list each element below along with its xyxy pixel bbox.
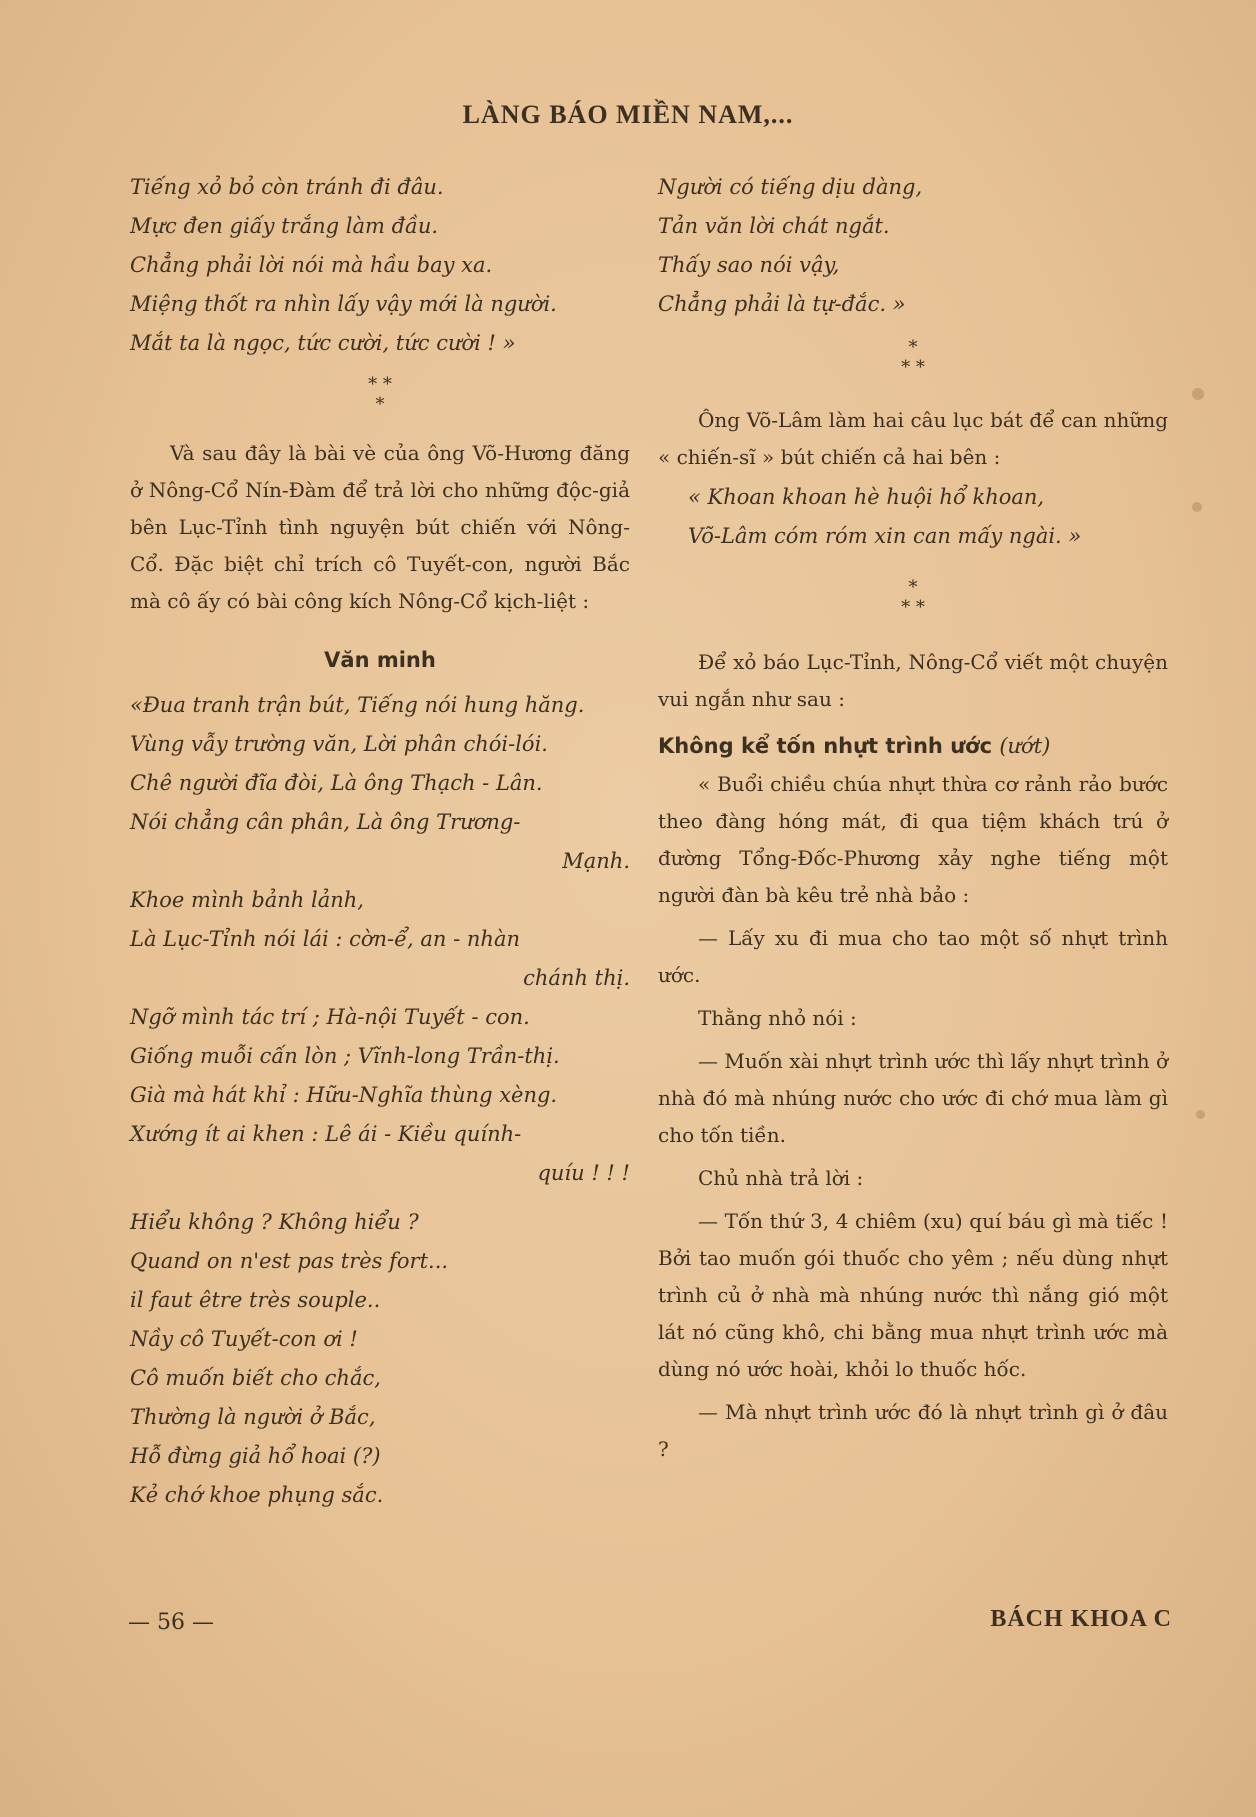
poem-line: «Đua tranh trận bút, Tiếng nói hung hăng. bbox=[130, 693, 585, 717]
poem-line: Thường là người ở Bắc, bbox=[130, 1405, 376, 1429]
poem-line: Hiểu không ? Không hiểu ? bbox=[130, 1210, 419, 1234]
poem-line: Chẳng phải lời nói mà hầu bay xa. bbox=[130, 253, 493, 277]
story-paragraph: — Muốn xài nhựt trình ước thì lấy nhựt trình ở nhà đó mà nhúng nước cho ước đi chớ mua làm gì cho tốn tiền. bbox=[658, 1049, 1168, 1147]
intro-paragraph: Và sau đây là bài vè của ông Võ-Hương đăng ở Nông-Cổ Nín-Đàm để trả lời cho những độc-giả bên Lục-Tỉnh tình nguyện bút chiến với Nông-Cổ. Đặc biệt chỉ trích cô Tuyết-con, người Bắc mà cô ấy có bài công kích Nông-Cổ kịch-liệt : bbox=[130, 441, 630, 613]
poem-line: Miệng thốt ra nhìn lấy vậy mới là người. bbox=[130, 292, 557, 316]
section-divider-stars: * * * bbox=[901, 577, 925, 618]
couplet bbox=[688, 478, 1168, 556]
poem-line: Nói chẳng cân phân, Là ông Trương- bbox=[130, 810, 521, 834]
poem-line: Kẻ chớ khoe phụng sắc. bbox=[130, 1483, 384, 1507]
poem-line-continuation: quíu ! ! ! bbox=[537, 1161, 630, 1185]
poem-line: Giống muỗi cấn lòn ; Vĩnh-long Trần-thị. bbox=[130, 1044, 560, 1068]
poem-line: Mắt ta là ngọc, tức cười, tức cười ! » bbox=[130, 331, 516, 355]
poem-line: Võ-Lâm cóm róm xin can mấy ngài. » bbox=[688, 524, 1082, 548]
poem-line: « Khoan khoan hè huội hổ khoan, bbox=[688, 485, 1045, 509]
story-paragraph: — Mà nhựt trình ước đó là nhựt trình gì ở đâu ? bbox=[658, 1400, 1168, 1461]
poem-line: Già mà hát khỉ : Hữu-Nghĩa thùng xèng. bbox=[130, 1083, 558, 1107]
poem-line: Quand on n'est pas très fort... bbox=[130, 1249, 449, 1273]
story-paragraph: Chủ nhà trả lời : bbox=[698, 1166, 864, 1190]
poem-line: Tiếng xỏ bỏ còn tránh đi đâu. bbox=[130, 175, 444, 199]
poem-line: Tản văn lời chát ngắt. bbox=[658, 214, 890, 238]
paragraph: Ông Võ-Lâm làm hai câu lục bát để can những « chiến-sĩ » bút chiến cả hai bên : bbox=[658, 408, 1168, 469]
poem-line: Thấy sao nói vậy, bbox=[658, 253, 840, 277]
poem-van-minh bbox=[130, 686, 630, 1193]
story-paragraph: — Lấy xu đi mua cho tao một số nhựt trình ước. bbox=[658, 926, 1168, 987]
section-divider-stars: * * * bbox=[368, 374, 392, 415]
poem-line: Ngỡ mình tác trí ; Hà-nội Tuyết - con. bbox=[130, 1005, 530, 1029]
poem-line: Là Lục-Tỉnh nói lái : cờn-ể, an - nhàn bbox=[130, 927, 520, 951]
poem-line: Hỗ đừng giả hổ hoai (?) bbox=[130, 1444, 381, 1468]
running-header: LÀNG BÁO MIỀN NAM,... bbox=[462, 100, 794, 129]
poem-line: Cô muốn biết cho chắc, bbox=[130, 1366, 381, 1390]
poem-line: Nầy cô Tuyết-con ơi ! bbox=[130, 1327, 358, 1351]
story-paragraph: « Buổi chiều chúa nhựt thừa cơ rảnh rảo bước theo đàng hóng mát, đi qua tiệm khách trú ở đường Tổng-Đốc-Phương xảy nghe tiếng một người đàn bà kêu trẻ nhà bảo : bbox=[658, 772, 1168, 907]
left-column bbox=[130, 168, 630, 1515]
story-paragraph: Thằng nhỏ nói : bbox=[698, 1006, 857, 1030]
poem-verse-closing bbox=[130, 1203, 630, 1515]
poem-line: Khoe mình bảnh lảnh, bbox=[130, 888, 364, 912]
story-paragraph: — Tốn thứ 3, 4 chiêm (xu) quí báu gì mà tiếc ! Bởi tao muốn gói thuốc cho yêm ; nếu dùng nhựt trình củ ở nhà mà nhúng nước thì nắng gió một lát nó cũng khô, chi bằng mua nhựt trình ước mà dùng nó ước hoài, khỏi lo thuốc hốc. bbox=[658, 1209, 1168, 1381]
poem-line: Chê người đĩa đòi, Là ông Thạch - Lân. bbox=[130, 771, 543, 795]
story-title: Không kể tốn nhựt trình ước bbox=[658, 734, 993, 758]
running-footer: BÁCH KHOA C bbox=[990, 1606, 1172, 1632]
poem-title: Văn minh bbox=[324, 648, 436, 672]
poem-line: Mực đen giấy trắng làm đầu. bbox=[130, 214, 439, 238]
poem-line: Vùng vẫy trường văn, Lời phân chói-lói. bbox=[130, 732, 548, 756]
stain-mark bbox=[1196, 1110, 1205, 1119]
poem-line: il faut être très souple.. bbox=[130, 1288, 381, 1312]
poem-line-continuation: chánh thị. bbox=[523, 966, 630, 990]
poem-line-continuation: Mạnh. bbox=[562, 849, 630, 873]
story-title-note: (ướt) bbox=[999, 734, 1051, 758]
page-number: — 56 — bbox=[128, 1610, 214, 1635]
poem-verse bbox=[130, 168, 630, 363]
story-heading bbox=[658, 734, 1168, 758]
poem-verse bbox=[658, 168, 1168, 324]
section-divider-stars: * * * bbox=[901, 337, 925, 378]
stain-mark bbox=[1192, 502, 1202, 512]
poem-line: Người có tiếng dịu dàng, bbox=[658, 175, 923, 199]
stain-mark bbox=[1192, 388, 1204, 400]
poem-line: Xướng ít ai khen : Lê ái - Kiều quính- bbox=[130, 1122, 522, 1146]
poem-line: Chẳng phải là tự-đắc. » bbox=[658, 292, 906, 316]
paragraph: Để xỏ báo Lục-Tỉnh, Nông-Cổ viết một chuyện vui ngắn như sau : bbox=[658, 650, 1168, 711]
right-column bbox=[658, 168, 1168, 1468]
